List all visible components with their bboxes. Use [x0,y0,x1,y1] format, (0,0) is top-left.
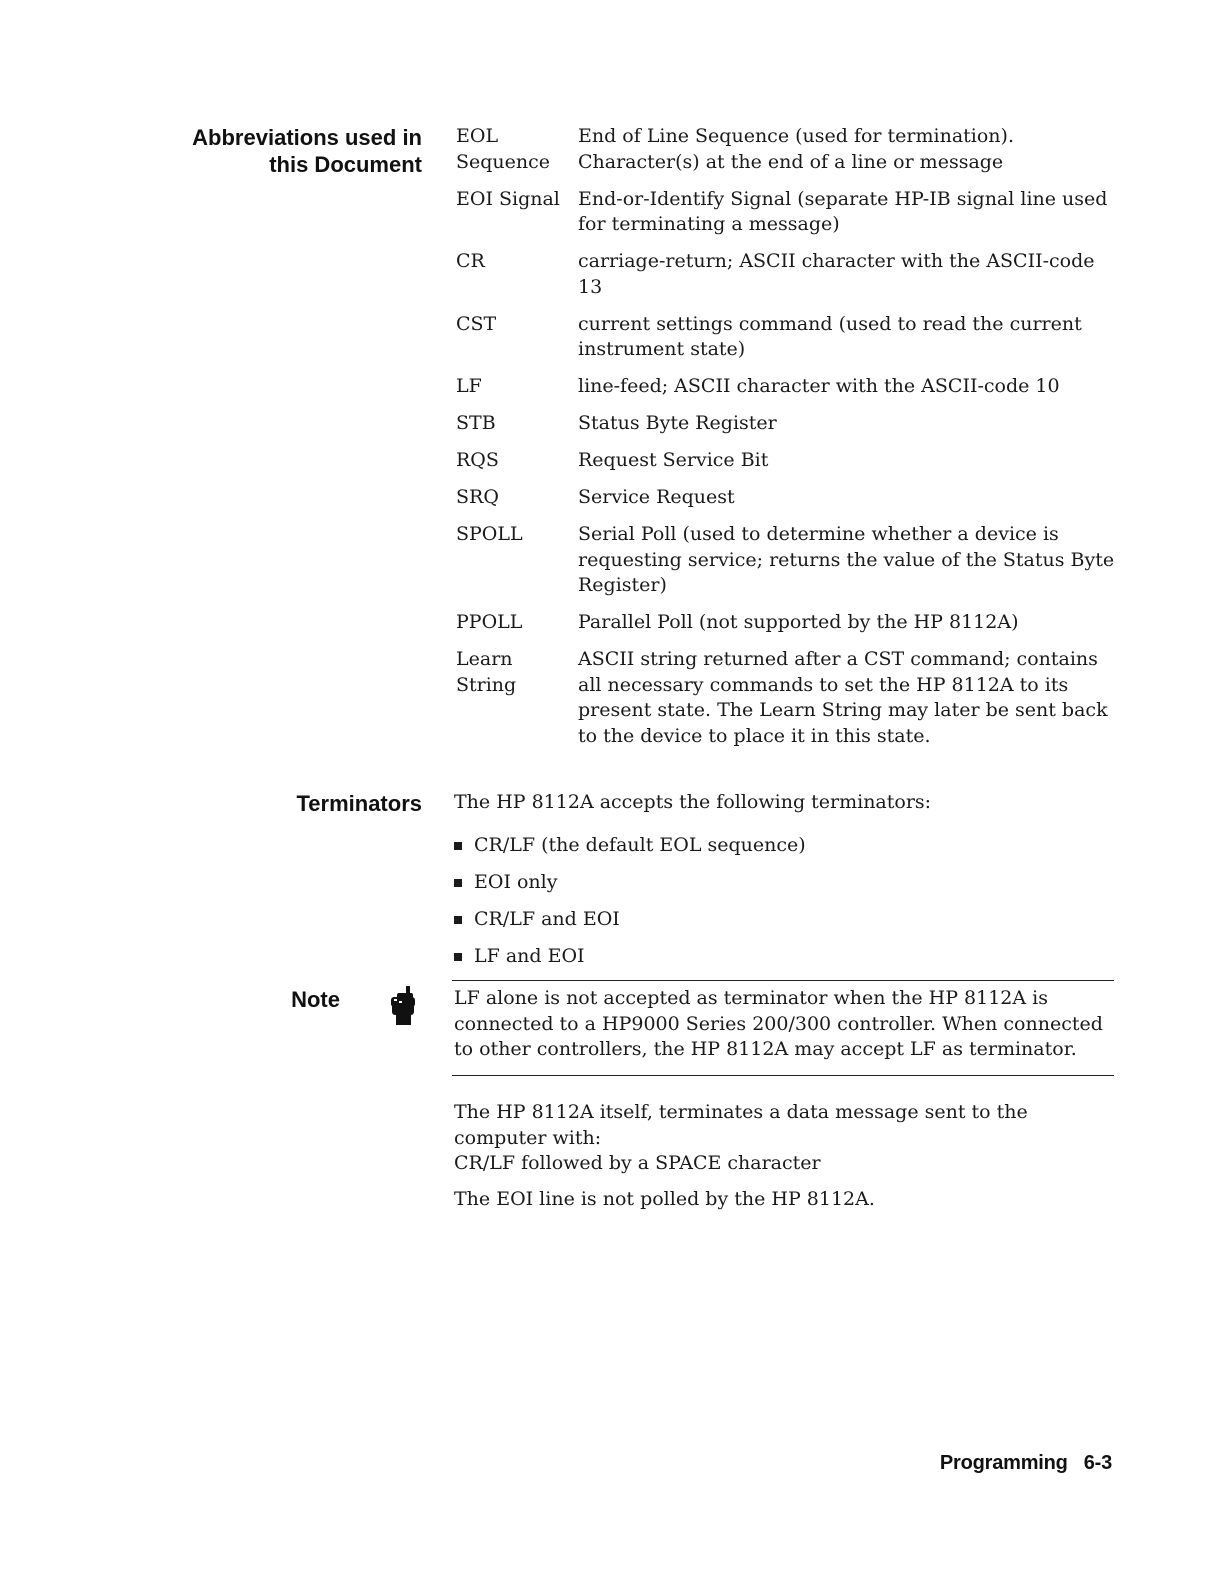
pointing-hand-icon [386,986,416,1026]
bullet-icon [454,916,462,924]
abbreviation-row [456,610,1116,636]
closing-paragraph-3: The EOI line is not polled by the HP 8112A. [454,1188,875,1210]
bullet-icon [454,842,462,850]
abbreviation-term-line: CR [456,250,485,272]
abbreviation-row [456,411,1116,437]
abbreviation-definition: Request Service Bit [578,449,769,471]
abbreviation-term-line: Sequence [456,150,551,173]
abbreviation-term-line: RQS [456,449,499,471]
note-bottom-rule [452,1075,1114,1076]
closing-paragraph-2: CR/LF followed by a SPACE character [454,1152,821,1174]
abbreviation-term [456,312,578,363]
abbreviation-term [456,448,578,474]
terminator-list-item [454,827,806,864]
abbreviation-definition: Service Request [578,486,735,508]
abbreviation-definition: End-or-Identify Signal (separate HP-IB signal line used for terminating a message) [578,187,1108,235]
terminator-label: CR/LF (the default EOL sequence) [474,833,806,856]
bullet-icon [454,879,462,887]
page-footer [940,1452,1112,1475]
abbreviations-heading-line-2: this Document [269,152,422,177]
note-text: LF alone is not accepted as terminator when the HP 8112A is connected to a HP9000 Series 200/300 controller. When connected to other controllers, the HP 8112A may accept LF as terminator. [454,987,1103,1060]
abbreviations-heading [192,124,422,178]
terminator-label: LF and EOI [474,944,585,967]
abbreviation-definition: ASCII string returned after a CST command; contains all necessary commands to set the HP 8112A to its present state. The Learn String may later be sent back to the device to place it in this state. [578,648,1108,747]
note-top-rule [452,980,1114,981]
terminator-label: EOI only [474,870,558,893]
abbreviation-term [456,374,578,400]
abbreviations-table [456,124,1116,761]
abbreviation-term-line: STB [456,412,496,434]
terminator-list-item [454,864,806,901]
terminator-list-item [454,938,806,975]
abbreviation-term [456,249,578,300]
abbreviation-term [456,124,578,175]
note-heading: Note [291,987,340,1012]
abbreviation-term [456,187,578,238]
abbreviation-row [456,187,1116,238]
abbreviation-row [456,448,1116,474]
abbreviation-term-line: SRQ [456,486,499,508]
abbreviation-definition: End of Line Sequence (used for termination). Character(s) at the end of a line or message [578,125,1014,173]
closing-paragraph-1: The HP 8112A itself, terminates a data message sent to the computer with: [454,1101,1028,1149]
abbreviation-term-line: SPOLL [456,523,523,545]
abbreviation-term-line: CST [456,312,497,335]
abbreviation-term-line: Learn [456,648,513,670]
abbreviation-definition: current settings command (used to read the current instrument state) [578,312,1082,360]
abbreviation-row [456,312,1116,363]
abbreviation-row [456,522,1116,599]
bullet-icon [454,953,462,961]
abbreviation-definition: Status Byte Register [578,412,777,434]
abbreviation-row [456,647,1116,749]
terminators-list [454,827,806,975]
abbreviation-term [456,485,578,511]
abbreviation-term-line: LF [456,375,482,397]
abbreviation-term-line: PPOLL [456,611,523,633]
abbreviations-heading-line-1: Abbreviations used in [192,125,422,150]
abbreviation-term [456,610,578,636]
terminators-heading: Terminators [296,791,422,816]
abbreviation-definition: Serial Poll (used to determine whether a device is requesting service; returns the value of the Status Byte Register) [578,523,1115,596]
terminator-label: CR/LF and EOI [474,907,620,930]
terminator-list-item [454,901,806,938]
abbreviation-definition: Parallel Poll (not supported by the HP 8112A) [578,611,1019,633]
abbreviation-term [456,411,578,437]
abbreviation-term [456,647,578,749]
abbreviation-term-line: EOL [456,125,499,147]
footer-section-title: Programming [939,1452,1068,1474]
footer-page-number: 6-3 [1083,1452,1112,1474]
abbreviation-definition: line-feed; ASCII character with the ASCII-code 10 [578,375,1060,397]
abbreviation-term-line: String [456,673,517,696]
abbreviation-term [456,522,578,599]
terminators-intro: The HP 8112A accepts the following terminators: [454,791,932,813]
abbreviation-row [456,249,1116,300]
abbreviation-row [456,124,1116,175]
abbreviation-term-line: EOI Signal [456,187,560,210]
abbreviation-row [456,374,1116,400]
abbreviation-definition: carriage-return; ASCII character with the ASCII-code 13 [578,250,1095,298]
abbreviation-row [456,485,1116,511]
